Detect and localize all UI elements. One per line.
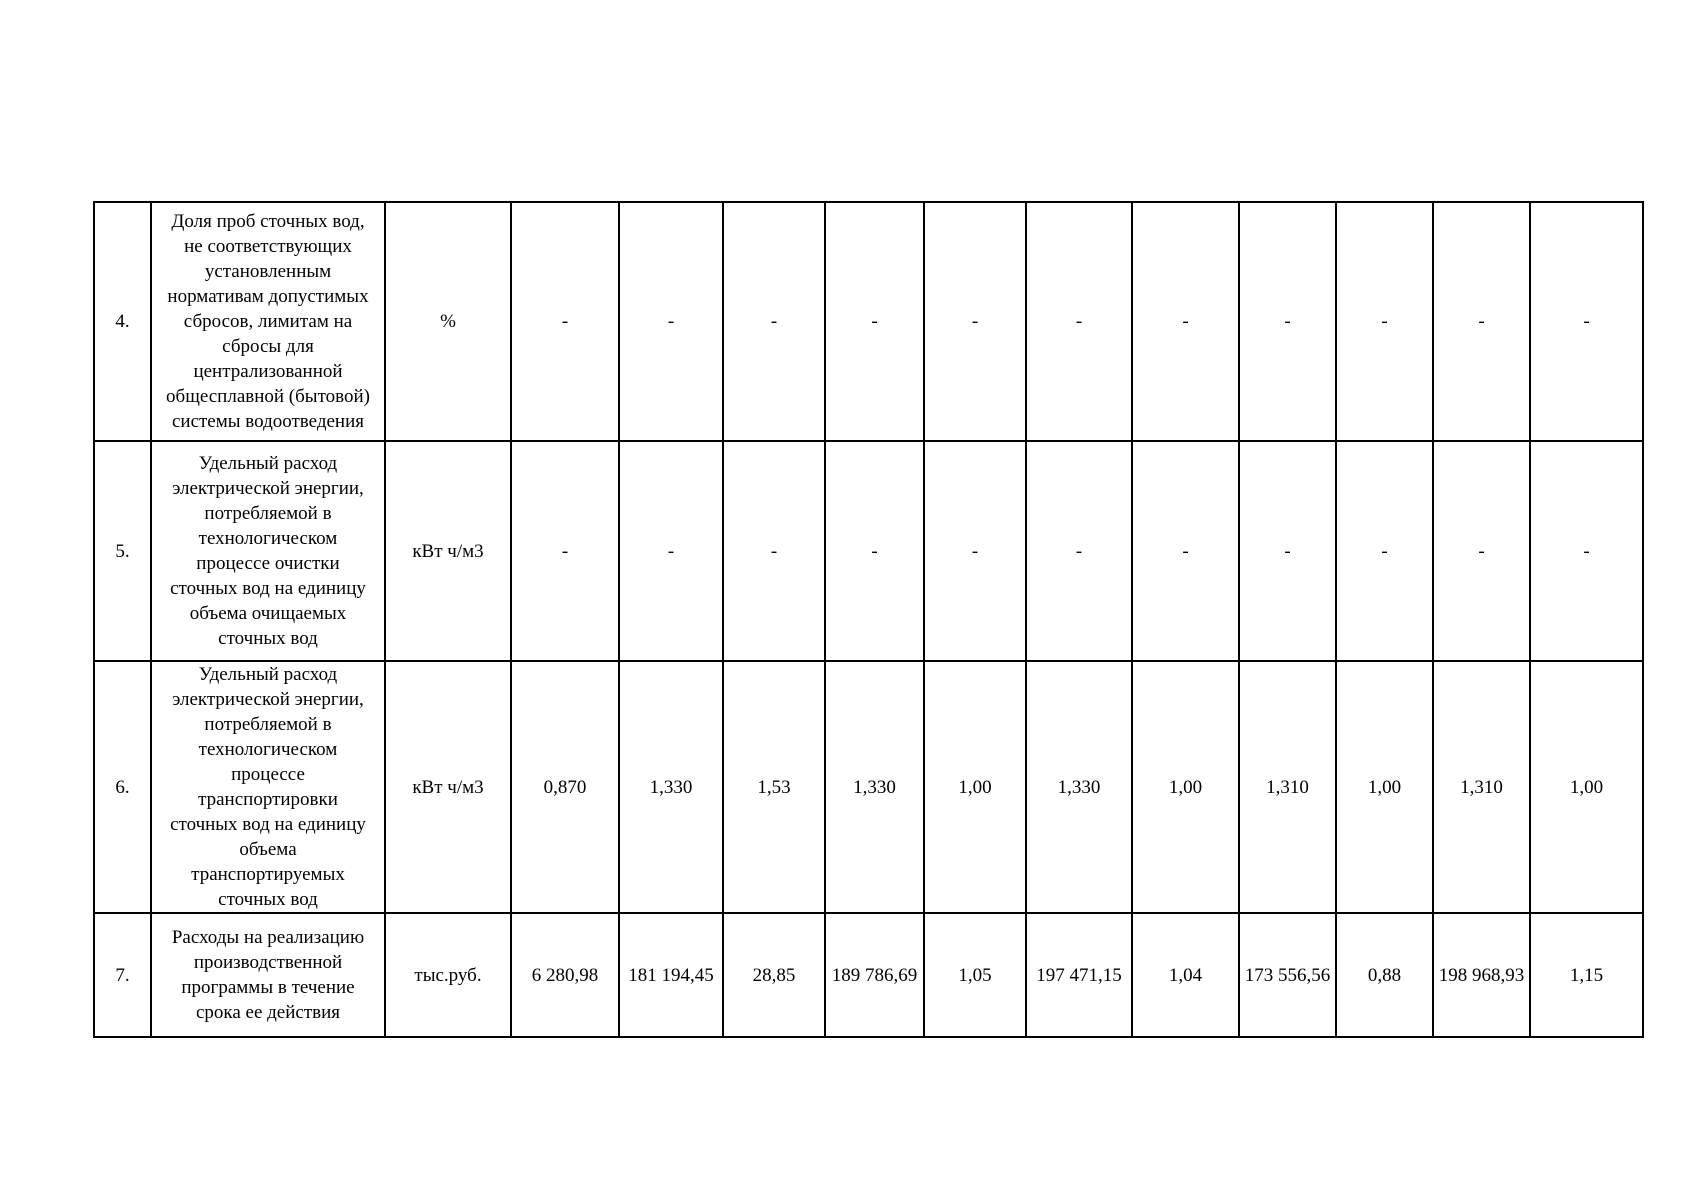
table-row xyxy=(94,661,1643,913)
indicator-name-line: сточных вод xyxy=(218,628,318,649)
indicator-name-line: сточных вод xyxy=(218,889,318,910)
value-cell: - xyxy=(924,441,1026,661)
indicator-name-line: Удельный расход xyxy=(198,453,338,474)
value-cell: 28,85 xyxy=(723,913,825,1037)
table-row xyxy=(94,202,1643,441)
value-cell: - xyxy=(1433,441,1530,661)
value-cell: - xyxy=(511,202,619,441)
row-number: 7. xyxy=(94,913,151,1037)
value-cell: 0,870 xyxy=(511,661,619,913)
value-cell: 1,330 xyxy=(619,661,723,913)
indicator-name-line: транспортируемых xyxy=(191,864,345,885)
value-cell: 1,15 xyxy=(1530,913,1643,1037)
value-cell: - xyxy=(1026,202,1132,441)
value-cell: 197 471,15 xyxy=(1026,913,1132,1037)
indicator-name-line: сбросов, лимитам на xyxy=(183,311,353,332)
indicator-name-line: производственной xyxy=(193,952,343,973)
value-cell: 1,05 xyxy=(924,913,1026,1037)
indicator-name-line: электрической энергии, xyxy=(172,478,364,499)
value-cell: - xyxy=(619,202,723,441)
table-row xyxy=(94,441,1643,661)
value-cell: 1,00 xyxy=(1336,661,1433,913)
indicator-name-line: централизованной xyxy=(193,361,343,382)
indicator-name-line: сточных вод на единицу xyxy=(170,814,366,835)
indicator-name-line: объема xyxy=(239,839,297,860)
indicator-name-line: срока ее действия xyxy=(195,1002,341,1023)
indicator-name-line: общесплавной (бытовой) xyxy=(166,386,370,407)
indicator-name-line: процессе очистки xyxy=(196,553,340,574)
value-cell: 173 556,56 xyxy=(1239,913,1336,1037)
value-cell: - xyxy=(825,441,924,661)
value-cell: 181 194,45 xyxy=(619,913,723,1037)
value-cell: 1,330 xyxy=(825,661,924,913)
row-number: 5. xyxy=(94,441,151,661)
value-cell: - xyxy=(924,202,1026,441)
indicator-name-line: потребляемой в xyxy=(204,503,332,524)
value-cell: - xyxy=(1132,441,1239,661)
unit-cell: % xyxy=(385,202,511,441)
value-cell: 0,88 xyxy=(1336,913,1433,1037)
value-cell: - xyxy=(1530,202,1643,441)
value-cell: 1,53 xyxy=(723,661,825,913)
value-cell: - xyxy=(511,441,619,661)
value-cell: - xyxy=(1239,202,1336,441)
value-cell: - xyxy=(619,441,723,661)
value-cell: 1,00 xyxy=(1530,661,1643,913)
row-number: 6. xyxy=(94,661,151,913)
value-cell: 1,330 xyxy=(1026,661,1132,913)
value-cell: - xyxy=(1336,441,1433,661)
value-cell: 1,00 xyxy=(1132,661,1239,913)
indicator-name-line: технологическом xyxy=(198,739,338,760)
value-cell: - xyxy=(1026,441,1132,661)
indicator-name xyxy=(151,202,385,441)
indicator-name-line: установленным xyxy=(204,261,332,282)
indicator-name-line: технологическом xyxy=(198,528,338,549)
value-cell: 1,310 xyxy=(1433,661,1530,913)
value-cell: 198 968,93 xyxy=(1433,913,1530,1037)
indicator-name-line: системы водоотведения xyxy=(171,411,365,432)
unit-cell: кВт ч/м3 xyxy=(385,661,511,913)
unit-cell: тыс.руб. xyxy=(385,913,511,1037)
value-cell: 6 280,98 xyxy=(511,913,619,1037)
indicator-name-line: транспортировки xyxy=(198,789,338,810)
value-cell: 1,04 xyxy=(1132,913,1239,1037)
indicator-name-line: Доля проб сточных вод, xyxy=(171,211,365,232)
value-cell: - xyxy=(825,202,924,441)
indicator-name-line: не соответствующих xyxy=(184,236,352,257)
indicator-name-line: потребляемой в xyxy=(204,714,332,735)
value-cell: - xyxy=(1530,441,1643,661)
indicator-name-line: программы в течение xyxy=(181,977,355,998)
value-cell: - xyxy=(1336,202,1433,441)
table-row xyxy=(94,913,1643,1037)
value-cell: - xyxy=(1132,202,1239,441)
indicator-name-line: электрической энергии, xyxy=(172,689,364,710)
unit-cell: кВт ч/м3 xyxy=(385,441,511,661)
value-cell: - xyxy=(1239,441,1336,661)
value-cell: 1,00 xyxy=(924,661,1026,913)
indicator-name-line: нормативам допустимых xyxy=(167,286,369,307)
indicator-name-line: Расходы на реализацию xyxy=(171,927,365,948)
row-number: 4. xyxy=(94,202,151,441)
indicators-table xyxy=(93,201,1644,1038)
indicator-name xyxy=(151,661,385,913)
value-cell: 189 786,69 xyxy=(825,913,924,1037)
indicator-name-line: процессе xyxy=(231,764,305,785)
value-cell: - xyxy=(723,441,825,661)
indicator-name xyxy=(151,441,385,661)
indicator-name-line: сбросы для xyxy=(222,336,314,357)
value-cell: 1,310 xyxy=(1239,661,1336,913)
indicator-name-line: Удельный расход xyxy=(198,664,338,685)
value-cell: - xyxy=(723,202,825,441)
indicator-name-line: сточных вод на единицу xyxy=(170,578,366,599)
indicator-name xyxy=(151,913,385,1037)
indicator-name-line: объема очищаемых xyxy=(189,603,347,624)
value-cell: - xyxy=(1433,202,1530,441)
